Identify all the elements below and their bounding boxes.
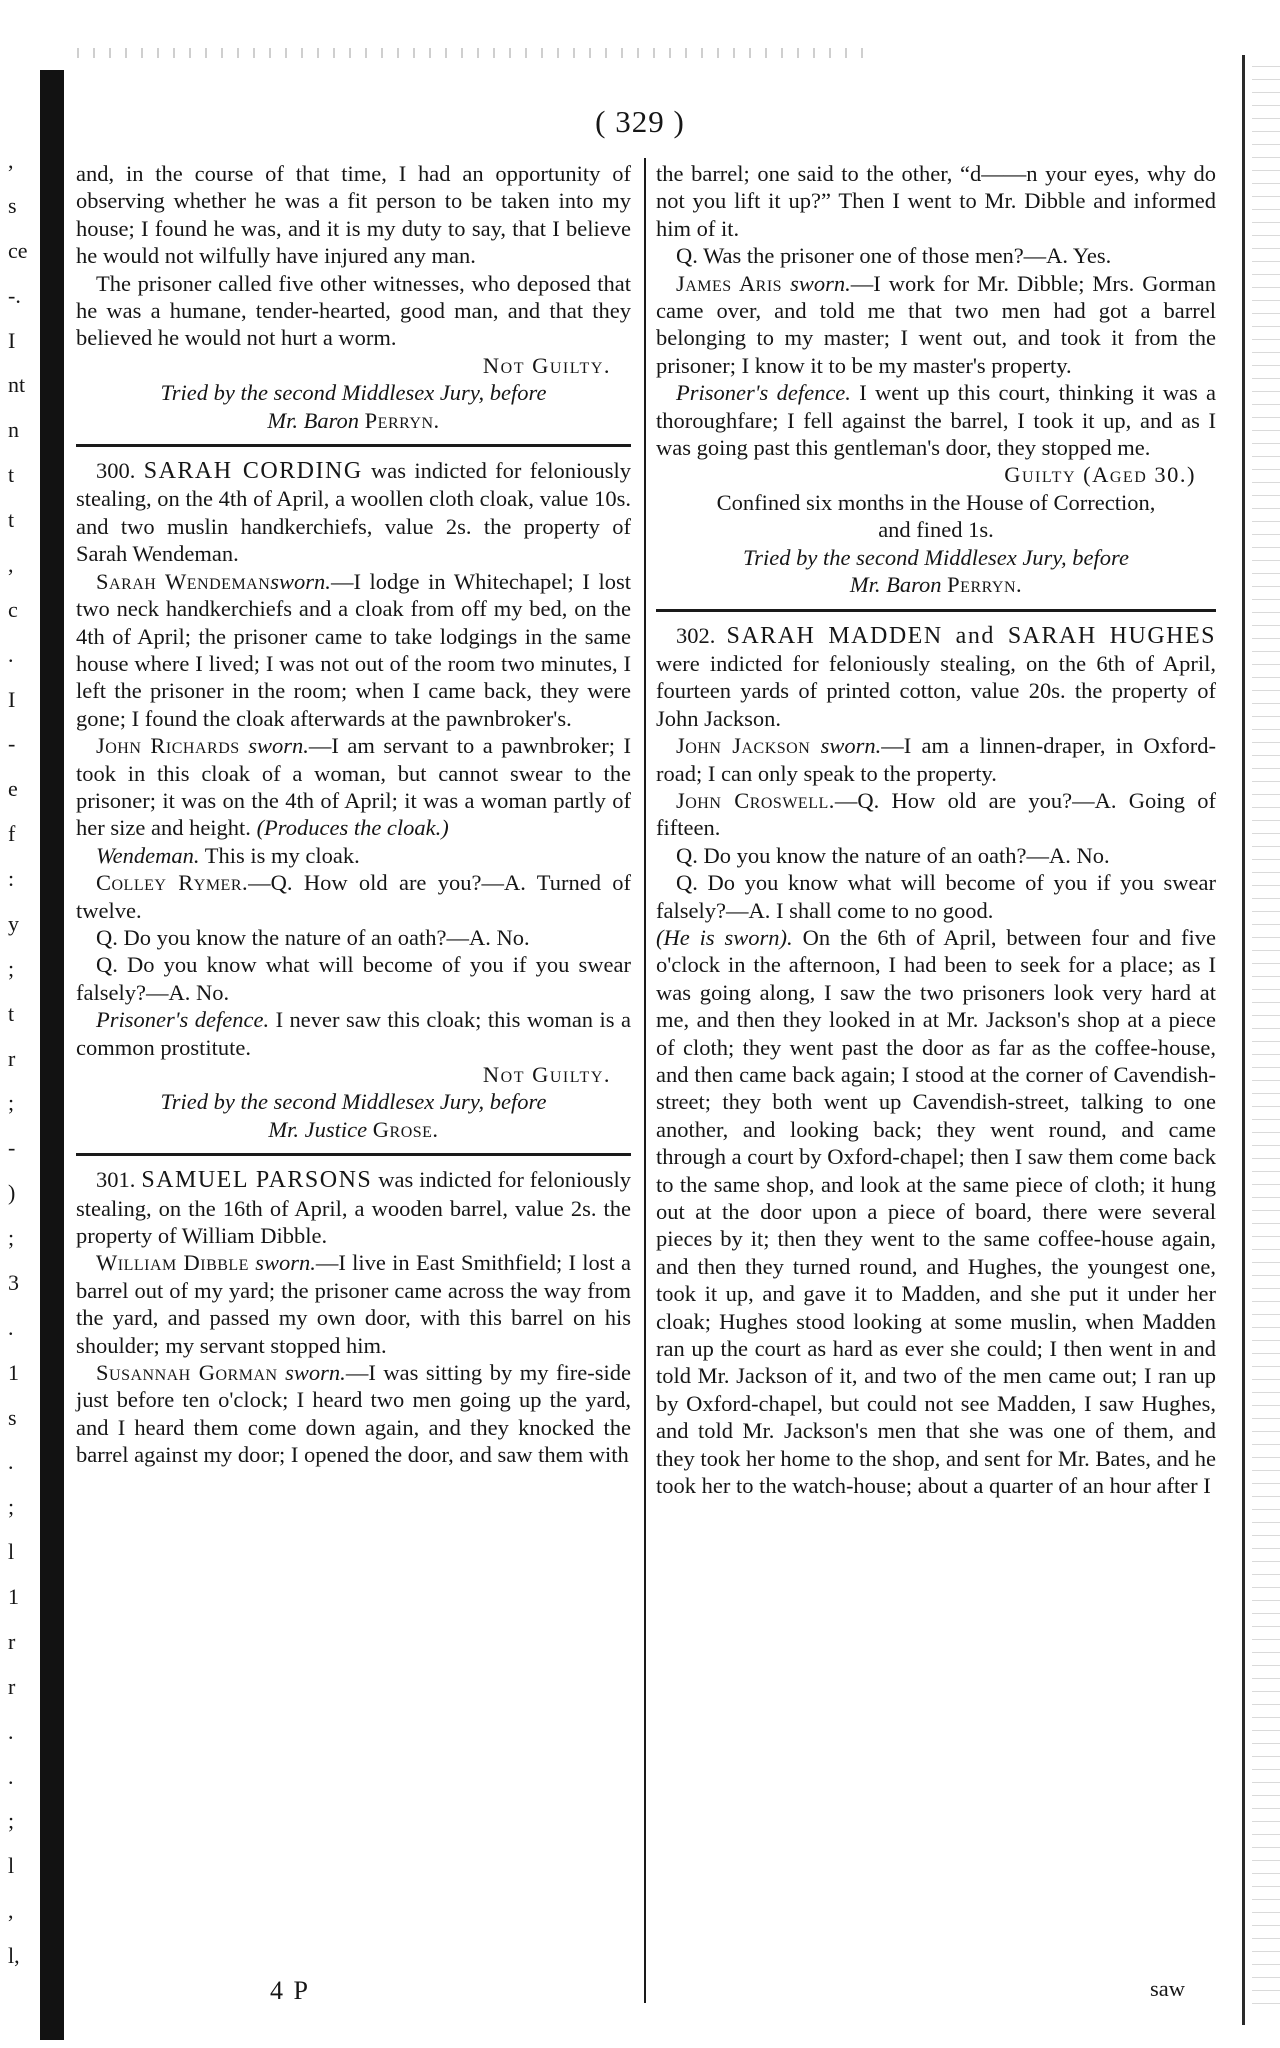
tried-line: Tried by the second Middlesex Jury, before bbox=[160, 1089, 547, 1115]
paragraph: The prisoner called five other witnesses, who deposed that he was a humane, tender-hearted, good man, and that they believed he would not hurt a worm. bbox=[76, 270, 631, 351]
testimony-text: —I am servant to a pawnbroker; I took in this cloak of a woman, but cannot swear to the prisoner; it was on the 4th of April; it was a woman partly of her size and height. bbox=[76, 733, 631, 841]
sentence-line: Confined six months in the House of Correction, bbox=[716, 489, 1156, 515]
binding-edge bbox=[40, 70, 64, 2040]
case-number: 300. bbox=[96, 458, 136, 484]
witness-name: John Croswell. bbox=[676, 787, 835, 813]
case-text: was indicted for feloniously stealing, on the 4th of April, a woollen cloth cloak, value 10s. and two muslin handkerchiefs, value 2s. the property of Sarah Wendeman. bbox=[76, 458, 632, 567]
witness-name: Colley Rymer. bbox=[96, 870, 249, 896]
testimony bbox=[656, 787, 1216, 842]
testimony bbox=[76, 1359, 631, 1469]
margin-mark: s bbox=[8, 1405, 17, 1430]
verdict: Guilty (Aged 30.) bbox=[1004, 462, 1196, 488]
margin-mark: , bbox=[8, 148, 14, 173]
margin-mark: l, bbox=[8, 1943, 20, 1968]
sworn-label: sworn. bbox=[285, 1360, 346, 1386]
witness-name: James Aris bbox=[676, 270, 783, 296]
testimony-text: —I am a linnen-draper, in Oxford-road; I can only speak to the property. bbox=[656, 733, 1217, 786]
judge-prefix: Mr. Baron bbox=[849, 572, 942, 598]
margin-mark: ; bbox=[8, 956, 15, 981]
case-header bbox=[76, 457, 631, 568]
testimony-text: —Q. How old are you?—A. Turned of twelve. bbox=[76, 870, 632, 923]
sworn-label: sworn. bbox=[248, 733, 309, 759]
margin-mark: . bbox=[8, 1315, 14, 1340]
testimony-text: —I work for Mr. Dibble; Mrs. Gorman came over, and told me that two men had got a barrel belonging to my master; I went out, and took it from the prisoner; I know it to be my master's property. bbox=[656, 270, 1217, 378]
scan-noise-top bbox=[70, 48, 870, 58]
margin-mark: ; bbox=[8, 1090, 15, 1115]
margin-mark: . bbox=[8, 1719, 14, 1744]
question: Q. Do you know what will become of you if you swear falsely?—A. No. bbox=[76, 952, 631, 1005]
margin-mark: y bbox=[8, 911, 19, 936]
margin-mark: . bbox=[8, 642, 14, 667]
margin-mark: , bbox=[8, 1898, 14, 1923]
paragraph: and, in the course of that time, I had an opportunity of observing whether he was a fit person to be taken into my house; I found he was, and it is my duty to say, that I believe he would not wilfully have injured any man. bbox=[76, 161, 631, 269]
defence-label: Prisoner's defence. bbox=[96, 1007, 270, 1033]
testimony bbox=[656, 924, 1216, 1500]
sworn-label: sworn. bbox=[255, 1250, 316, 1276]
margin-mark: I bbox=[8, 687, 16, 712]
testimony-text: —I lodge in Whitechapel; I lost two neck handkerchiefs and a cloak from off my bed, on the 4th of April; the prisoner came to take lodgings in the same house where I lived; I was not out of the room two minutes, I left the prisoner in the room; when I came back, they were gone; I found the cloak afterwards at the pawnbroker's. bbox=[76, 568, 631, 731]
column-divider bbox=[644, 158, 646, 2003]
case-number: 302. bbox=[676, 622, 716, 648]
testimony-text: On the 6th of April, between four and five o'clock in the afternoon, I had been to seek for a place; as I was going along, I saw the two prisoners look very hard at me, and then they looked in at Mr. Jackson's shop at a piece of cloth; they went past the door as far as the coffee-house, and then came back again; I stood at the corner of Cavendish-street; they both went up Cavendish-street, talking to one another, and looking back; they went round, and came through a court by Oxford-chapel; then I saw them come back to the same shop, and look at the same piece of cloth; it hung out at the door upon a piece of board, there were several pieces by it; then they went to the same coffee-house again, and then they turned round, and Hughes, the youngest one, took it up, and gave it to Madden, and she put it under her cloak; Hughes stood looking at some muslin, when Madden ran up the court as hard as ever she could; I then went in and told Mr. Jackson of it, and two of the men came out; I ran up by Oxford-chapel, but could not see Madden, I saw Hughes, and told Mr. Jackson's men that she was one of them, and they took her home to the shop, and sent for Mr. Bates, and he took her to the watch-house; about a quarter of an hour after I bbox=[656, 924, 1217, 1499]
sentence-line: and fined 1s. bbox=[878, 517, 994, 543]
tried-before bbox=[76, 379, 631, 434]
margin-mark: : bbox=[8, 866, 15, 891]
judge-name: Grose. bbox=[372, 1116, 439, 1142]
margin-mark: s bbox=[8, 193, 17, 218]
section-rule bbox=[656, 609, 1216, 612]
witness-name: William Dibble bbox=[96, 1250, 249, 1276]
question: Q. Was the prisoner one of those men?—A. Yes. bbox=[676, 243, 1112, 269]
margin-mark: t bbox=[8, 462, 15, 487]
margin-mark: r bbox=[8, 1674, 16, 1699]
right-column bbox=[656, 160, 1216, 1500]
stage-direction: (He is sworn). bbox=[656, 924, 793, 950]
testimony bbox=[656, 270, 1216, 380]
margin-mark: . bbox=[8, 1449, 14, 1474]
judge-prefix: Mr. Baron bbox=[267, 407, 360, 433]
margin-mark: t bbox=[8, 1001, 15, 1026]
margin-mark: -. bbox=[8, 283, 21, 308]
sworn-label: sworn. bbox=[820, 733, 882, 759]
left-column bbox=[76, 160, 631, 1469]
margin-mark: t bbox=[8, 507, 15, 532]
defence bbox=[76, 1006, 631, 1061]
margin-mark: , bbox=[8, 552, 14, 577]
testimony bbox=[76, 732, 631, 842]
catchword: saw bbox=[1150, 1976, 1185, 2001]
margin-mark: . bbox=[8, 1764, 14, 1789]
defence bbox=[656, 379, 1216, 461]
testimony-text: —Q. How old are you?—A. Going of fifteen. bbox=[656, 787, 1216, 841]
testimony-text: This is my cloak. bbox=[204, 842, 360, 868]
scan-noise-right bbox=[1252, 60, 1280, 2010]
testimony bbox=[656, 732, 1216, 787]
margin-mark: I bbox=[8, 328, 16, 353]
speaker-label: Wendeman. bbox=[96, 842, 200, 868]
margin-mark: c bbox=[8, 597, 18, 622]
margin-mark: n bbox=[8, 417, 19, 442]
right-edge-rule bbox=[1242, 55, 1245, 2025]
margin-mark: 1 bbox=[8, 1360, 19, 1385]
witness-name: Susannah Gorman bbox=[96, 1360, 278, 1386]
testimony-text: —I live in East Smithfield; I lost a barrel out of my yard; the prisoner came across the way from the yard, and passed my own door, with this barrel on his shoulder; my servant stopped him. bbox=[76, 1250, 631, 1358]
tried-line: Tried by the second Middlesex Jury, before bbox=[160, 380, 547, 406]
testimony bbox=[76, 869, 631, 924]
margin-mark: ce bbox=[8, 238, 28, 263]
defendant-name: SARAH CORDING bbox=[143, 458, 363, 485]
margin-mark: ; bbox=[8, 1494, 15, 1519]
testimony bbox=[76, 842, 631, 869]
judge-prefix: Mr. Justice bbox=[268, 1116, 368, 1142]
sworn-label: sworn. bbox=[790, 270, 851, 296]
section-rule bbox=[76, 1153, 631, 1156]
signature-mark: 4 P bbox=[270, 1976, 310, 2005]
paragraph: the barrel; one said to the other, “d——n your eyes, why do not you lift it up?” Then I went to Mr. Dibble and informed him of it. bbox=[656, 161, 1216, 241]
judge-name: Perryn. bbox=[364, 407, 440, 433]
margin-mark: 1 bbox=[8, 1584, 19, 1609]
verdict: Not Guilty. bbox=[482, 352, 611, 378]
testimony bbox=[76, 1249, 631, 1359]
testimony-text: —I was sitting by my fire-side just before ten o'clock; I heard two men going up the yard, and I heard them come down again, and they knocked the barrel against my door; I opened the door, and saw them with bbox=[76, 1360, 631, 1468]
margin-mark: ) bbox=[8, 1180, 16, 1205]
question: Q. Do you know the nature of an oath?—A. No. bbox=[96, 924, 530, 950]
margin-gutter bbox=[0, 150, 36, 2030]
margin-mark: - bbox=[8, 731, 16, 756]
section-rule bbox=[76, 444, 631, 447]
margin-mark: ; bbox=[8, 1808, 15, 1833]
margin-mark: l bbox=[8, 1539, 15, 1564]
question: Q. Do you know what will become of you if you swear falsely?—A. I shall come to no good. bbox=[656, 870, 1216, 923]
defendant-name: SARAH MADDEN and SARAH HUGHES bbox=[726, 622, 1216, 649]
question: Q. Do you know the nature of an oath?—A. No. bbox=[676, 842, 1110, 868]
tried-before bbox=[656, 544, 1216, 599]
case-text: were indicted for feloniously stealing, on the 6th of April, fourteen yards of printed cotton, value 20s. the property of John Jackson. bbox=[656, 650, 1216, 731]
defence-label: Prisoner's defence. bbox=[676, 380, 851, 406]
case-header bbox=[656, 622, 1216, 733]
margin-mark: nt bbox=[8, 372, 26, 397]
margin-mark: f bbox=[8, 821, 16, 846]
margin-mark: - bbox=[8, 1135, 16, 1160]
margin-mark: 3 bbox=[8, 1270, 19, 1295]
margin-mark: e bbox=[8, 776, 18, 801]
defence-text: I never saw this cloak; this woman is a common prostitute. bbox=[76, 1007, 631, 1060]
witness-name: John Jackson bbox=[676, 733, 811, 759]
margin-mark: r bbox=[8, 1046, 16, 1071]
page-number: ( 329 ) bbox=[595, 104, 685, 139]
defence-text: I went up this court, thinking it was a thoroughfare; I fell against the barrel, I took it up, and as I was going past this gentleman's door, they stopped me. bbox=[656, 380, 1217, 461]
judge-name: Perryn. bbox=[947, 572, 1023, 598]
tried-before bbox=[76, 1088, 631, 1143]
case-header bbox=[76, 1166, 631, 1249]
witness-name: Sarah Wendeman bbox=[96, 568, 271, 594]
margin-mark: r bbox=[8, 1629, 16, 1654]
case-number: 301. bbox=[96, 1167, 136, 1193]
tried-line: Tried by the second Middlesex Jury, before bbox=[743, 544, 1129, 570]
margin-mark: l bbox=[8, 1853, 15, 1878]
sworn-label: sworn. bbox=[270, 568, 331, 594]
witness-name: John Richards bbox=[96, 733, 240, 759]
defendant-name: SAMUEL PARSONS bbox=[141, 1167, 373, 1194]
margin-mark: ; bbox=[8, 1225, 15, 1250]
testimony bbox=[76, 568, 631, 732]
stage-direction: (Produces the cloak.) bbox=[256, 815, 449, 841]
verdict: Not Guilty. bbox=[482, 1062, 611, 1087]
case-text: was indicted for feloniously stealing, on the 16th of April, a wooden barrel, value 2s. the property of William Dibble. bbox=[76, 1167, 632, 1249]
sentence bbox=[656, 489, 1216, 544]
